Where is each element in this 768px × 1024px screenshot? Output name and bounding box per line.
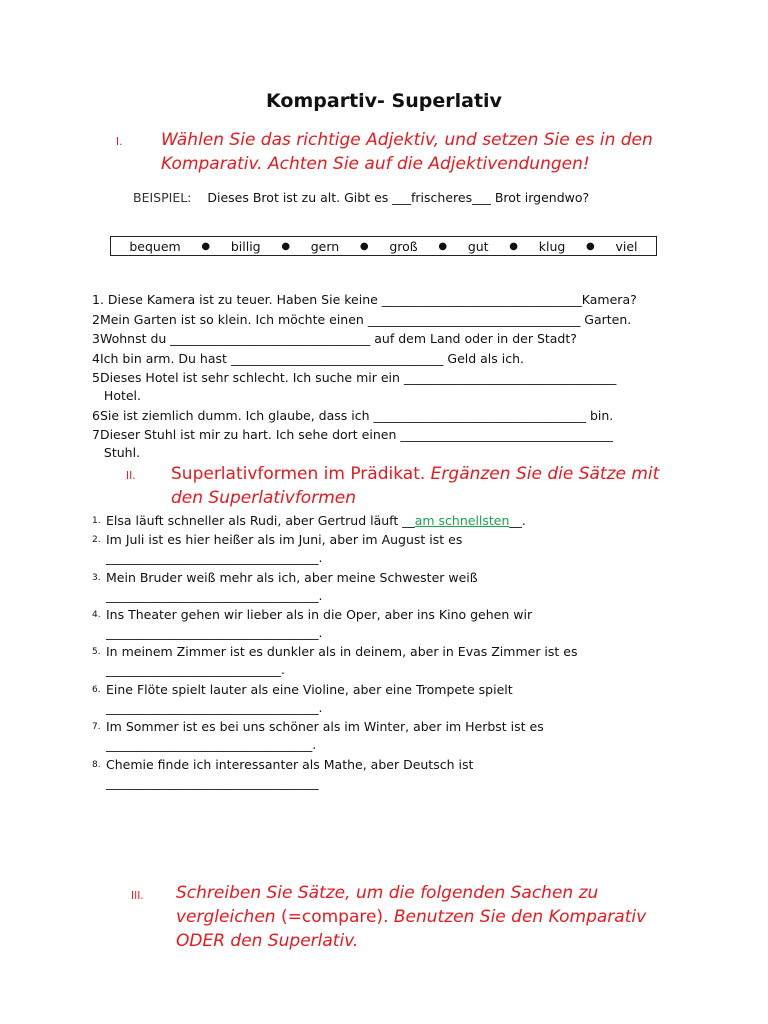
item-text: Elsa läuft schneller als Rudi, aber Gertrud läuft __ bbox=[106, 513, 415, 528]
word-bank bbox=[110, 236, 657, 256]
bullet-icon: ● bbox=[359, 240, 369, 252]
section1-heading bbox=[161, 128, 653, 176]
example-answer: ___frischeres___ bbox=[392, 190, 491, 205]
item-number: 6. bbox=[92, 685, 101, 695]
item-text: Im Sommer ist es bei uns schöner als im Winter, aber im Herbst ist es bbox=[106, 719, 544, 734]
exercise-item: 1. Diese Kamera ist zu teuer. Haben Sie keine ________________________________Kamera? bbox=[92, 292, 637, 307]
section3-numeral: III. bbox=[131, 890, 144, 902]
bullet-icon: ● bbox=[281, 240, 291, 252]
item-number: 5. bbox=[92, 647, 101, 657]
exercise-item: 4Ich bin arm. Du hast __________________________________ Geld als ich. bbox=[92, 351, 524, 366]
section2-numeral: II. bbox=[126, 470, 136, 482]
example-after: Brot irgendwo? bbox=[490, 190, 590, 205]
answer-blank: __________________________________. bbox=[106, 700, 323, 715]
answer-blank: __________________________________. bbox=[106, 625, 323, 640]
exercise-item: 6Sie ist ziemlich dumm. Ich glaube, dass ich __________________________________ bin. bbox=[92, 408, 614, 423]
answer-blank: _________________________________. bbox=[106, 737, 317, 752]
item-text: Ins Theater gehen wir lieber als in die Oper, aber ins Kino gehen wir bbox=[106, 607, 533, 622]
word-bank-item: gut bbox=[467, 238, 489, 254]
exercise-item-continued: Stuhl. bbox=[92, 445, 141, 460]
item-tail: __. bbox=[509, 513, 526, 528]
exercise-item: 2Mein Garten ist so klein. Ich möchte einen __________________________________ Garten. bbox=[92, 312, 632, 327]
exercise-item: 3Wohnst du ________________________________ auf dem Land oder in der Stadt? bbox=[92, 331, 577, 346]
section3-heading-part: vergleichen bbox=[176, 907, 281, 927]
section3-heading-part: (=compare). bbox=[280, 907, 394, 927]
answer-blank: ____________________________. bbox=[106, 662, 285, 677]
item-number: 4. bbox=[92, 610, 101, 620]
item-text: In meinem Zimmer ist es dunkler als in deinem, aber in Evas Zimmer ist es bbox=[106, 644, 578, 659]
example-answer: am schnellsten bbox=[414, 513, 510, 528]
word-bank-item: bequem bbox=[129, 238, 181, 254]
section2-heading bbox=[171, 462, 659, 510]
bullet-icon: ● bbox=[509, 240, 519, 252]
word-bank-item: viel bbox=[615, 238, 638, 254]
item-text: Eine Flöte spielt lauter als eine Violine, aber eine Trompete spielt bbox=[106, 682, 513, 697]
exercise-item-continued: Hotel. bbox=[92, 388, 142, 403]
item-number: 2. bbox=[92, 535, 101, 545]
section3-heading-part: Benutzen Sie den Komparativ bbox=[393, 907, 647, 927]
section1-heading-line1: Wählen Sie das richtige Adjektiv, und setzen Sie es in den bbox=[161, 130, 653, 150]
word-bank-item: klug bbox=[538, 238, 566, 254]
section3-heading-line1: Schreiben Sie Sätze, um die folgenden Sachen zu bbox=[176, 883, 599, 903]
answer-blank: __________________________________. bbox=[106, 550, 323, 565]
section1-numeral: I. bbox=[116, 136, 123, 148]
item-number: 3. bbox=[92, 573, 101, 583]
section2-heading-italic: Ergänzen Sie die Sätze mit bbox=[430, 464, 660, 484]
example-label: BEISPIEL: bbox=[133, 190, 192, 205]
example-sentence bbox=[133, 190, 589, 205]
item-number: 1. bbox=[92, 516, 101, 526]
word-bank-item: gern bbox=[310, 238, 340, 254]
section3-heading-line3: ODER den Superlativ. bbox=[176, 931, 359, 951]
item-text: Im Juli ist es hier heißer als im Juni, aber im August ist es bbox=[106, 532, 463, 547]
bullet-icon: ● bbox=[201, 240, 211, 252]
exercise-item: 7Dieser Stuhl ist mir zu hart. Ich sehe dort einen __________________________________ bbox=[92, 427, 613, 442]
section2-heading-plain: Superlativformen im Prädikat. bbox=[171, 464, 431, 484]
exercise-item: 5Dieses Hotel ist sehr schlecht. Ich suche mir ein __________________________________ bbox=[92, 370, 617, 385]
section3-heading bbox=[176, 881, 646, 953]
item-number: 7. bbox=[92, 722, 101, 732]
bullet-icon: ● bbox=[438, 240, 448, 252]
page-title: Kompartiv- Superlativ bbox=[266, 90, 502, 112]
item-text: Chemie finde ich interessanter als Mathe, aber Deutsch ist bbox=[106, 757, 474, 772]
section1-heading-line2: Komparativ. Achten Sie auf die Adjektivendungen! bbox=[161, 154, 590, 174]
answer-blank: __________________________________ bbox=[106, 775, 319, 790]
bullet-icon: ● bbox=[586, 240, 595, 252]
section2-heading-line2: den Superlativformen bbox=[171, 488, 356, 508]
answer-blank: __________________________________. bbox=[106, 588, 323, 603]
item-number: 8. bbox=[92, 760, 101, 770]
example-before: Dieses Brot ist zu alt. Gibt es bbox=[207, 190, 393, 205]
word-bank-item: groß bbox=[389, 238, 418, 254]
item-text: Mein Bruder weiß mehr als ich, aber meine Schwester weiß bbox=[106, 570, 478, 585]
word-bank-item: billig bbox=[230, 238, 261, 254]
superlative-item bbox=[106, 512, 526, 530]
